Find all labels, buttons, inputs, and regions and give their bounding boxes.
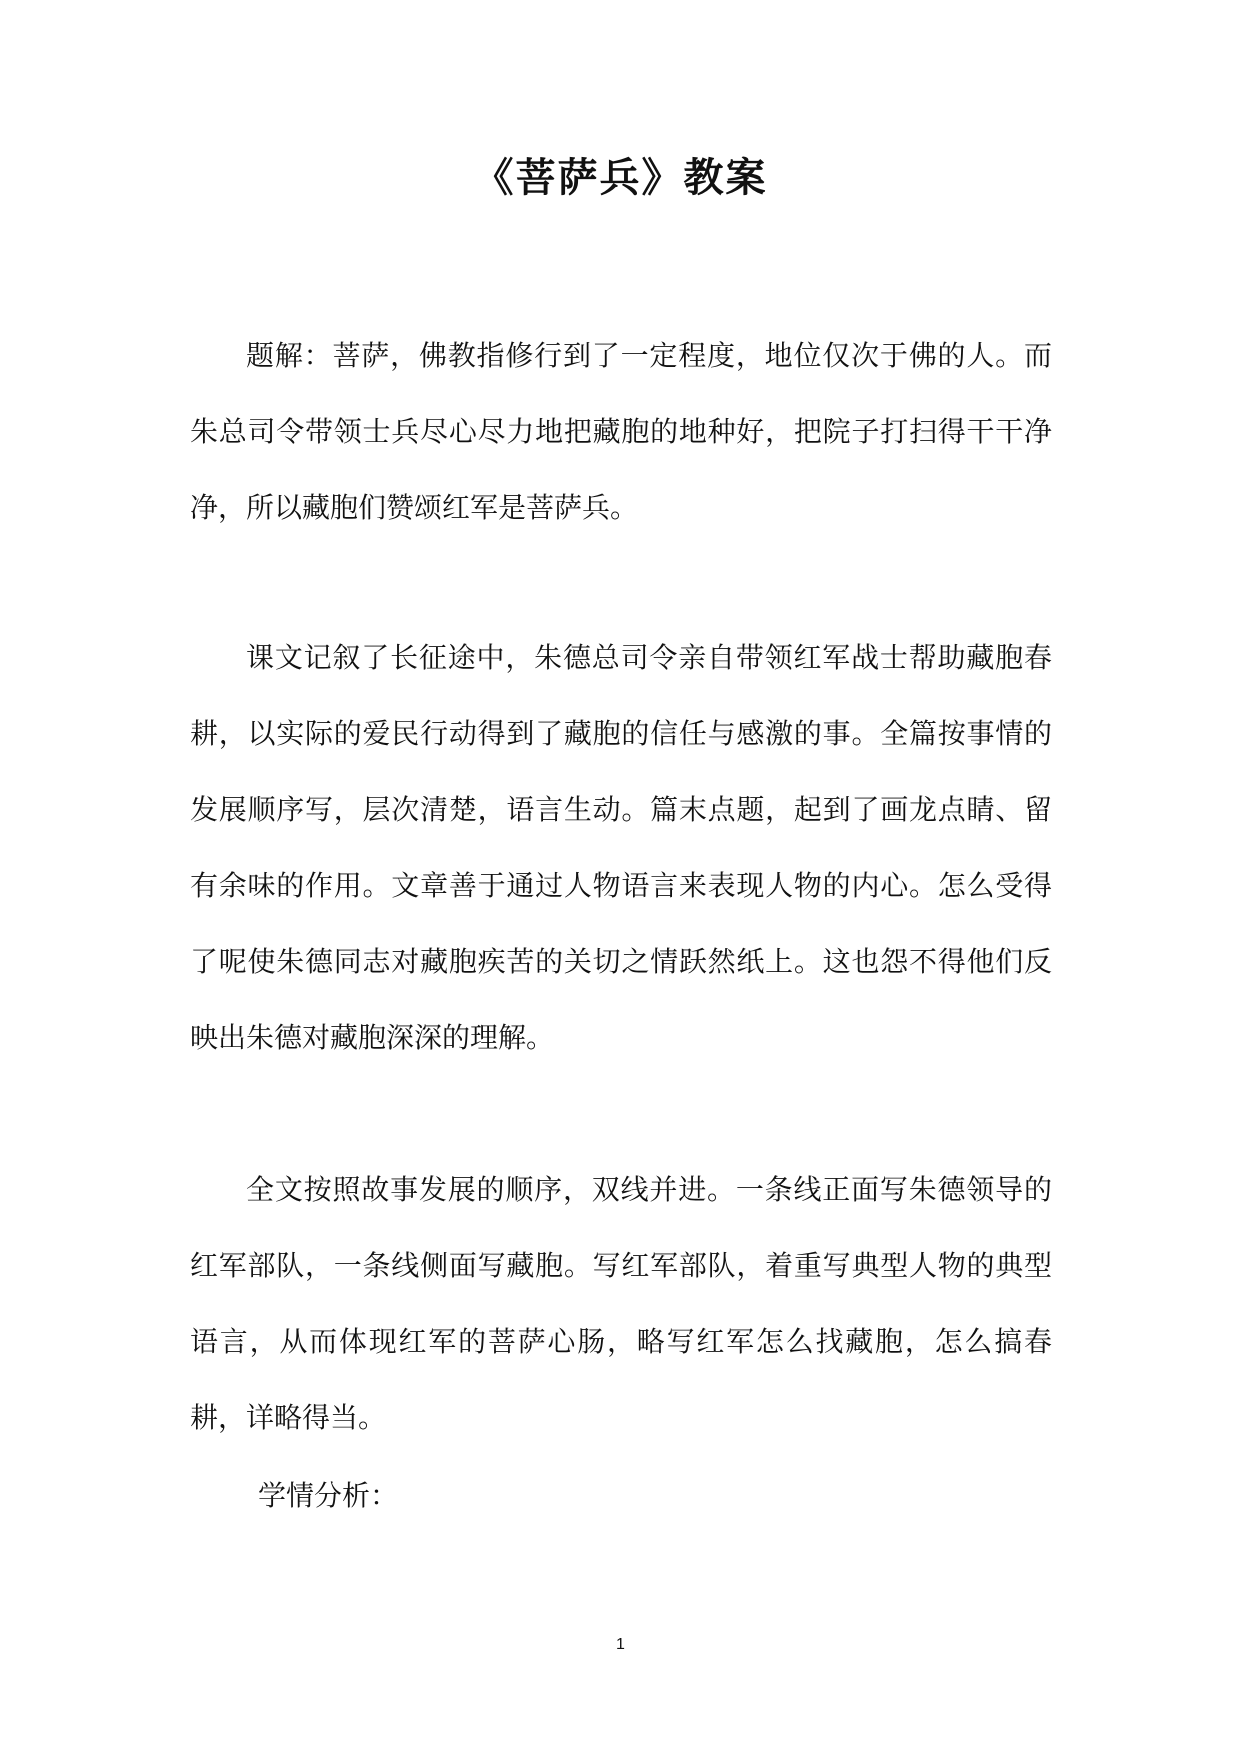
section-heading-learning-analysis: 学情分析： xyxy=(258,1479,399,1512)
page-number: 1 xyxy=(616,1636,625,1653)
paragraph-text-summary: 课文记叙了长征途中，朱德总司令亲自带领红军战士帮助藏胞春耕，以实际的爱民行动得到了藏胞的信任与感激的事。全篇按事情的发展顺序写，层次清楚，语言生动。篇末点题，起到了画龙点睛、留有余味的作用。文章善于通过人物语言来表现人物的内心。怎么受得了呢使朱德同志对藏胞疾苦的关切之情跃然纸上。这也怨不得他们反映出朱德对藏胞深深的理解。 xyxy=(190,641,1052,1054)
paragraph-structure-analysis: 全文按照故事发展的顺序，双线并进。一条线正面写朱德领导的红军部队，一条线侧面写藏胞。写红军部队，着重写典型人物的典型语言，从而体现红军的菩萨心肠，略写红军怎么找藏胞，怎么搞春耕，详略得当。 xyxy=(190,1173,1052,1434)
paragraph-title-explanation: 题解：菩萨，佛教指修行到了一定程度，地位仅次于佛的人。而朱总司令带领士兵尽心尽力地把藏胞的地种好，把院子打扫得干干净净，所以藏胞们赞颂红军是菩萨兵。 xyxy=(190,339,1052,524)
document-title: 《菩萨兵》教案 xyxy=(473,154,768,201)
